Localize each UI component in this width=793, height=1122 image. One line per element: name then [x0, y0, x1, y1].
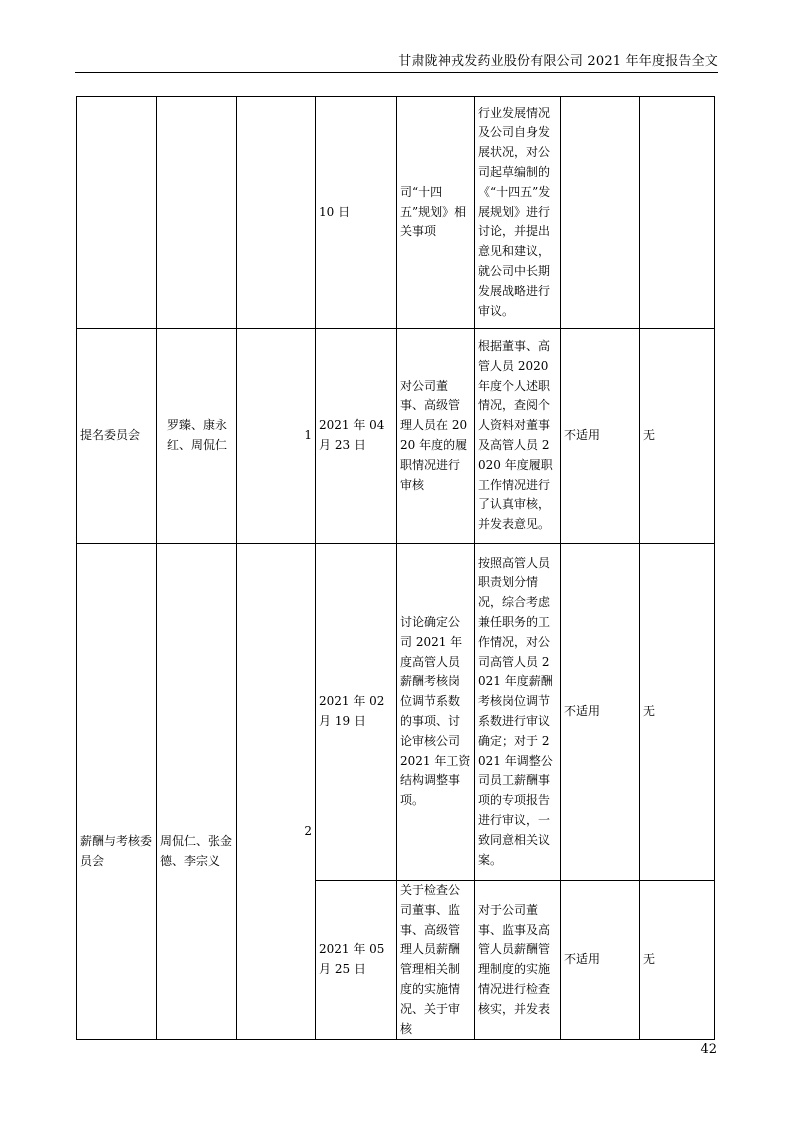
header-rule	[75, 72, 718, 73]
committee-meetings-table	[76, 96, 715, 1040]
other-duties: 不适用	[561, 881, 640, 1040]
objection-details: 无	[640, 544, 715, 881]
objection-details: 无	[640, 881, 715, 1040]
page-header: 甘肃陇神戎发药业股份有限公司 2021 年年度报告全文	[398, 54, 718, 69]
committee-opinion: 对于公司董事、监事及高管人员薪酬管理制度的实施情况进行检查核实，并发表	[475, 881, 561, 1040]
meeting-content: 讨论确定公司 2021 年度高管人员薪酬考核岗位调节系数的事项、讨论审核公司 2021 年工资结构调整事项。	[397, 544, 475, 881]
committee-opinion: 根据董事、高管人员 2020 年度个人述职情况，查阅个人资料对董事及高管人员 2020 年度履职工作情况进行了认真审核，并发表意见。	[475, 329, 561, 544]
meeting-content: 关于检查公司董事、监事、高级管理人员薪酬管理相关制度的实施情况、关于审核	[397, 881, 475, 1040]
committee-members: 周侃仁、张金德、李宗义	[157, 544, 237, 1040]
meeting-count: 1	[237, 329, 316, 544]
table-row	[77, 329, 715, 544]
table-row	[77, 544, 715, 881]
committee-members: 罗臻、康永红、周侃仁	[157, 329, 237, 544]
page-number: 42	[700, 1042, 717, 1057]
meeting-date: 2021 年 04 月 23 日	[316, 329, 397, 544]
committee-opinion: 按照高管人员职责划分情况，综合考虑兼任职务的工作情况，对公司高管人员 2021 年度薪酬考核岗位调节系数进行审议确定；对于 2021 年调整公司员工薪酬事项的专项报告进行审议，一致同意相关议案。	[475, 544, 561, 881]
meeting-content: 对公司董事、高级管理人员在 2020 年度的履职情况进行审核	[397, 329, 475, 544]
meeting-date: 2021 年 02 月 19 日	[316, 544, 397, 881]
objection-cell	[640, 97, 715, 329]
committee-cell	[77, 97, 157, 329]
opinion-cell: 行业发展情况及公司自身发展状况，对公司起草编制的《“十四五”发展规划》进行讨论，并提出意见和建议，就公司中长期发展战略进行审议。	[475, 97, 561, 329]
other-duties: 不适用	[561, 329, 640, 544]
committee-name: 提名委员会	[77, 329, 157, 544]
meeting-count-cell	[237, 97, 316, 329]
committee-name: 薪酬与考核委员会	[77, 544, 157, 1040]
meeting-date-cell: 10 日	[316, 97, 397, 329]
other-duties: 不适用	[561, 544, 640, 881]
meeting-content-cell: 司“十四五”规划》相关事项	[397, 97, 475, 329]
other-duties-cell	[561, 97, 640, 329]
meeting-date: 2021 年 05 月 25 日	[316, 881, 397, 1040]
table-row	[77, 97, 715, 329]
members-cell	[157, 97, 237, 329]
meeting-count: 2	[237, 544, 316, 1040]
objection-details: 无	[640, 329, 715, 544]
